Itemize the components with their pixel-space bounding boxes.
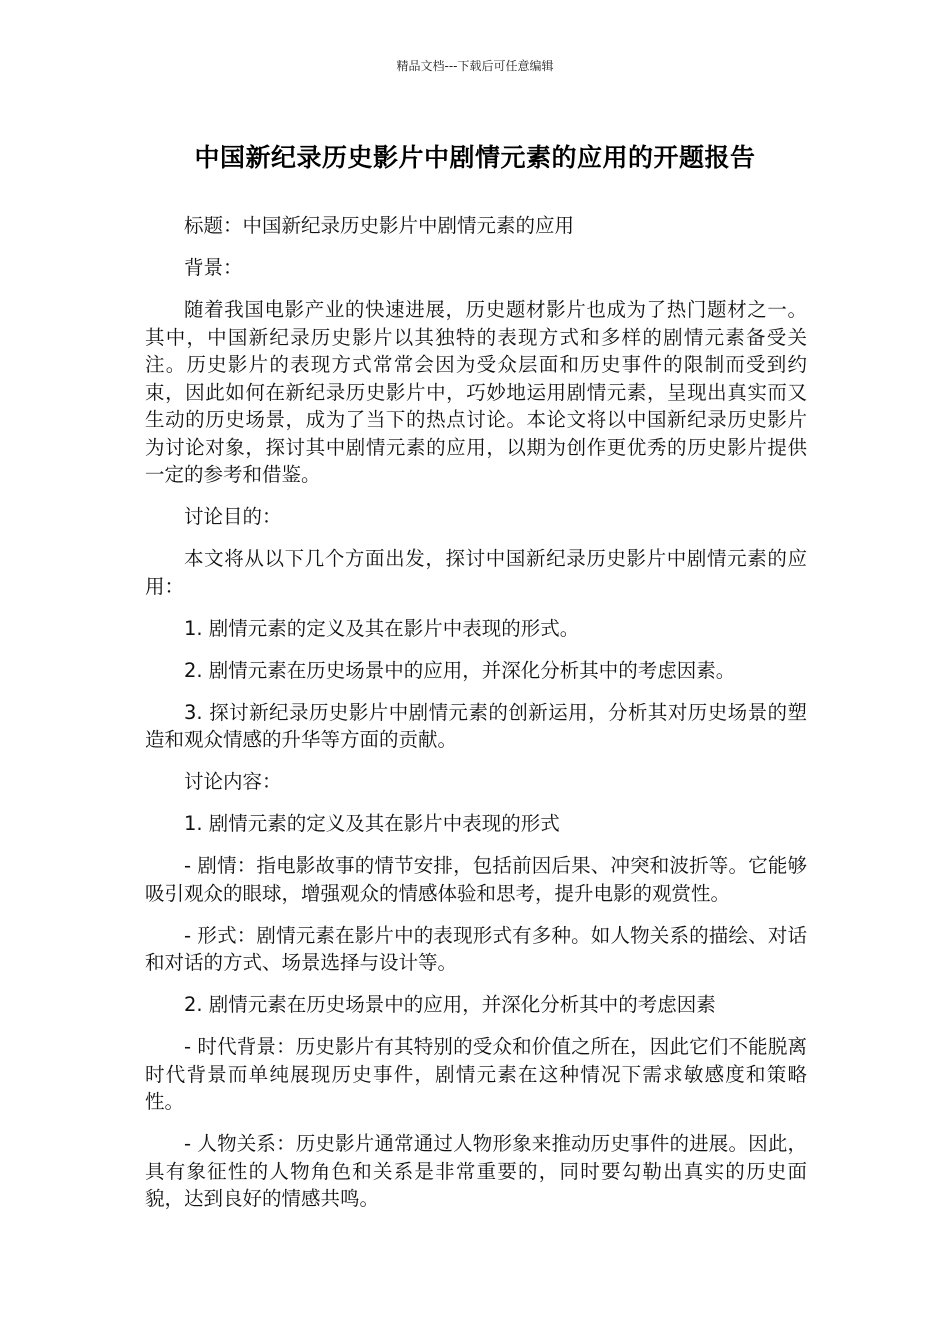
paragraph-purpose-item-1: 1. 剧情元素的定义及其在影片中表现的形式。 <box>184 616 580 640</box>
paragraph-plot-definition: - 剧情：指电影故事的情节安排，包括前因后果、冲突和波折等。它能够吸引观众的眼球，增强观众的情感体验和思考，提升电影的观赏性。 <box>145 854 807 905</box>
paragraph-content-section-2: 2. 剧情元素在历史场景中的应用，并深化分析其中的考虑因素 <box>184 993 716 1016</box>
paragraph-subject: 标题：中国新纪录历史影片中剧情元素的应用 <box>184 214 575 237</box>
paragraph-purpose-intro: 本文将从以下几个方面出发，探讨中国新纪录历史影片中剧情元素的应用： <box>145 547 807 598</box>
paragraph-character-relations: - 人物关系：历史影片通常通过人物形象来推动历史事件的进展。因此，具有象征性的人物角色和关系是非常重要的，同时要勾勒出真实的历史面貌，达到良好的情感共鸣。 <box>145 1132 807 1210</box>
paragraph-background-text: 随着我国电影产业的快速进展，历史题材影片也成为了热门题材之一。其中，中国新纪录历史影片以其独特的表现方式和多样的剧情元素备受关注。历史影片的表现方式常常会因为受众层面和历史事件的限制而受到约束，因此如何在新纪录历史影片中，巧妙地运用剧情元素，呈现出真实而又生动的历史场景，成为了当下的热点讨论。本论文将以中国新纪录历史影片为讨论对象，探讨其中剧情元素的应用，以期为创作更优秀的历史影片提供一定的参考和借鉴。 <box>145 298 807 486</box>
paragraph-content-section-1: 1. 剧情元素的定义及其在影片中表现的形式 <box>184 812 560 835</box>
paragraph-era-background: - 时代背景：历史影片有其特别的受众和价值之所在，因此它们不能脱离时代背景而单纯展现历史事件，剧情元素在这种情况下需求敏感度和策略性。 <box>145 1035 807 1113</box>
paragraph-purpose-heading: 讨论目的： <box>184 505 282 528</box>
document-title: 中国新纪录历史影片中剧情元素的应用的开题报告 <box>194 143 756 172</box>
paragraph-content-heading: 讨论内容： <box>184 770 282 793</box>
page-header: 精品文档---下载后可任意编辑 <box>396 59 554 73</box>
paragraph-purpose-item-3: 3. 探讨新纪录历史影片中剧情元素的创新运用，分析其对历史场景的塑造和观众情感的升华等方面的贡献。 <box>145 700 807 751</box>
paragraph-form-definition: - 形式：剧情元素在影片中的表现形式有多种。如人物关系的描绘、对话和对话的方式、场景选择与设计等。 <box>145 923 807 974</box>
paragraph-background-heading: 背景： <box>184 256 243 279</box>
document-body <box>145 212 807 1227</box>
paragraph-purpose-item-2: 2. 剧情元素在历史场景中的应用，并深化分析其中的考虑因素。 <box>184 658 736 682</box>
